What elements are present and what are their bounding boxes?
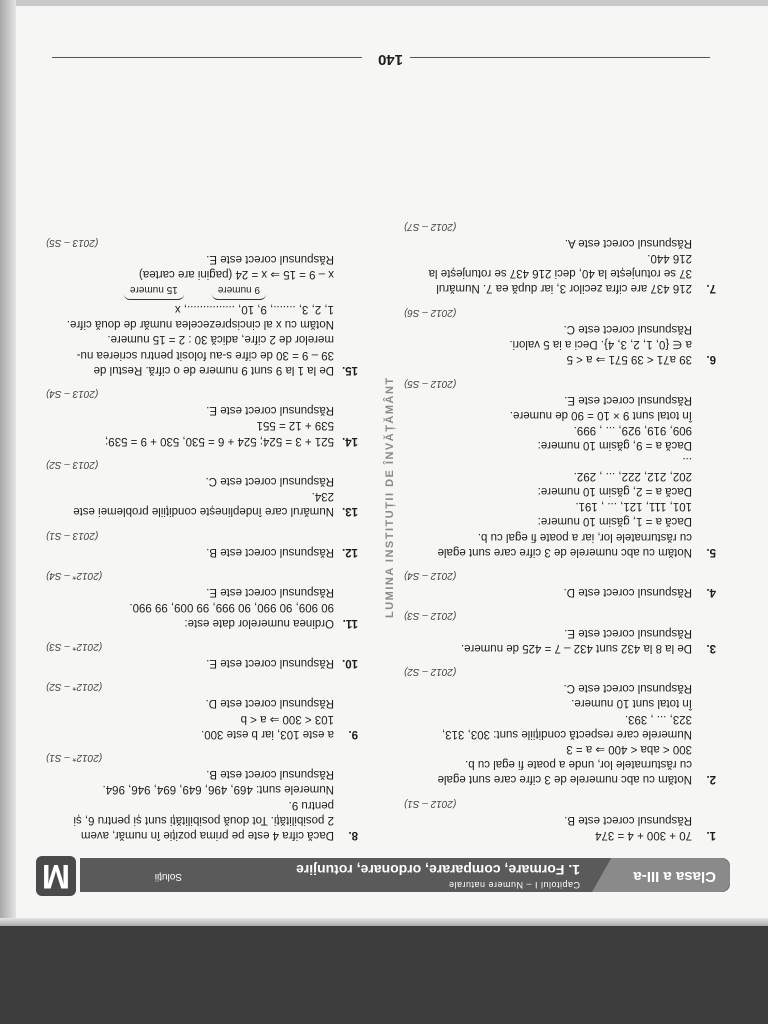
solution-line: 103 < 300 ⇒ a < b bbox=[240, 712, 334, 725]
solution-line: Dacă a = 9, găsim 10 numere: bbox=[537, 439, 692, 452]
solution-line: Numerele care respectă condițiile sunt: 303, 313, bbox=[442, 727, 692, 740]
book-page bbox=[30, 28, 730, 898]
solution-line: Răspunsul corect este D. bbox=[205, 697, 334, 710]
solution-line: De la 1 la 9 sunt 9 numere de o cifră. Restul de bbox=[93, 363, 334, 376]
item-number: 11. bbox=[342, 616, 358, 629]
item-number: 1. bbox=[706, 829, 716, 841]
solution-item bbox=[46, 457, 358, 519]
solution-line: Răspunsul corect este E. bbox=[206, 586, 334, 599]
solution-line: Răspunsul corect este C. bbox=[563, 682, 692, 695]
item-number: 8. bbox=[348, 829, 358, 841]
solution-line: Răspunsul corect este C. bbox=[205, 474, 334, 487]
solution-item bbox=[404, 218, 716, 295]
item-number: 14. bbox=[342, 434, 358, 447]
solution-line: 323, ... , 393. bbox=[624, 712, 692, 725]
solution-line: Răspunsul corect este C. bbox=[563, 322, 692, 335]
right-column bbox=[46, 226, 358, 842]
solution-line: Numerele sunt: 469, 496, 649, 694, 946, 964. bbox=[102, 783, 334, 796]
solution-item bbox=[404, 568, 716, 599]
solution-line: merelor de 2 cifre, adică 30 : 2 = 15 numere. bbox=[107, 333, 334, 346]
source-reference: (2012 – S5) bbox=[404, 377, 457, 389]
source-reference: (2013 – S5) bbox=[46, 237, 99, 249]
solution-line: cu răsturnatele lor, iar a poate fi egal cu b. bbox=[477, 530, 692, 543]
solution-line: Răspunsul corect este A. bbox=[564, 236, 692, 249]
source-reference: (2013 – S2) bbox=[46, 458, 99, 470]
solution-line: Ordinea numerelor date este: bbox=[184, 616, 334, 629]
source-reference: (2012 – S1) bbox=[404, 797, 457, 809]
source-reference: (2012 – S4) bbox=[404, 569, 457, 581]
source-reference: (2012* – S3) bbox=[46, 640, 103, 652]
source-reference: (2013 – S4) bbox=[46, 387, 99, 399]
side-watermark-title: LUMINA INSTITUȚII DE ÎNVĂȚĂMÂNT bbox=[384, 376, 396, 618]
item-number: 3. bbox=[706, 641, 716, 654]
footer-rule-left bbox=[410, 57, 710, 58]
solution-line: Notăm cu abc numerele de 3 cifre care sunt egale bbox=[437, 545, 692, 558]
solution-line: Răspunsul corect este B. bbox=[206, 768, 334, 781]
item-number: 7. bbox=[706, 282, 716, 295]
solution-line: Notăm cu x al cincisprezecelea număr de două cifre. bbox=[66, 318, 334, 331]
source-reference: (2012* – S2) bbox=[46, 681, 103, 693]
brace-label: 15 numere bbox=[124, 282, 184, 300]
source-reference: (2013 – S1) bbox=[46, 529, 99, 541]
solution-line: 909, 919, 929, ... , 999. bbox=[573, 424, 692, 437]
scan-top-edge bbox=[0, 0, 768, 6]
solution-item bbox=[46, 527, 358, 558]
grade-label: Clasa a III-a bbox=[633, 868, 716, 885]
lesson-title: 1. Formare, comparare, ordonare, rotunjire bbox=[296, 862, 580, 878]
source-reference: (2012 – S6) bbox=[404, 306, 457, 318]
solution-item bbox=[46, 750, 358, 842]
item-number: 9. bbox=[348, 727, 358, 740]
solution-line: Răspunsul corect este D. bbox=[563, 586, 692, 599]
solution-line: 216 440. bbox=[647, 252, 692, 265]
solution-line: Răspunsul corect este B. bbox=[564, 813, 692, 826]
solution-line: Dacă a = 1, găsim 10 numere: bbox=[537, 515, 692, 528]
source-reference: (2012 – S3) bbox=[404, 610, 457, 622]
solution-line: Dacă a = 2, găsim 10 numere: bbox=[537, 484, 692, 497]
item-number: 12. bbox=[342, 545, 358, 558]
solution-line: 300 < aba < 400 ⇒ a = 3 bbox=[566, 742, 692, 755]
left-column bbox=[404, 209, 716, 842]
solution-line: 202, 212, 222, ... , 292. bbox=[573, 469, 692, 482]
solution-item bbox=[46, 386, 358, 448]
solution-line: Dacă cifra 4 este pe prima poziție în număr, avem bbox=[80, 829, 334, 841]
source-reference: (2012 – S2) bbox=[404, 665, 457, 677]
item-number: 15. bbox=[342, 363, 358, 376]
solution-line: Răspunsul corect este E. bbox=[564, 393, 692, 406]
solution-item bbox=[404, 608, 716, 655]
solution-line: Răspunsul corect este E. bbox=[206, 253, 334, 266]
solution-line: 234. bbox=[311, 490, 334, 503]
brace-label: 9 numere bbox=[212, 282, 266, 300]
solution-item bbox=[46, 679, 358, 741]
solution-line: 2 posibilități. Tot două posibilități sunt și pentru 6, și bbox=[73, 813, 334, 826]
solution-line: Numărul care îndeplinește condițiile problemei este bbox=[73, 505, 334, 518]
solution-line: Răspunsul corect este B. bbox=[206, 545, 334, 558]
solution-item bbox=[46, 568, 358, 630]
item-number: 13. bbox=[342, 505, 358, 518]
source-reference: (2012* – S1) bbox=[46, 751, 103, 763]
solution-line: cu răsturnatele lor, unde a poate fi egal cu b. bbox=[465, 758, 692, 771]
item-number: 4. bbox=[706, 586, 716, 599]
solution-line: 90 909, 90 990, 90 999, 99 009, 99 990. bbox=[129, 601, 334, 614]
solution-line: Răspunsul corect este E. bbox=[206, 404, 334, 417]
solution-line: 216 437 are cifra zecilor 3, iar după ea 7. Numărul bbox=[436, 282, 692, 295]
solution-line: În total sunt 9 × 10 = 90 de numere. bbox=[509, 408, 692, 421]
solution-line: a este 103, iar b este 300. bbox=[201, 727, 334, 740]
brace-annotations bbox=[46, 282, 334, 300]
solution-line: În total sunt 10 numere. bbox=[571, 697, 692, 710]
solution-line: Răspunsul corect este E. bbox=[564, 626, 692, 639]
solution-line: 539 + 12 = 551 bbox=[256, 419, 334, 432]
solution-line: 37 se rotunjește la 40, deci 216 437 se rotunjește la bbox=[428, 267, 692, 280]
solution-line: 70 + 300 + 4 = 374 bbox=[595, 829, 692, 841]
item-number: 5. bbox=[706, 545, 716, 558]
solution-line: pentru 9. bbox=[288, 798, 334, 811]
solution-item bbox=[404, 664, 716, 787]
solution-item bbox=[46, 639, 358, 670]
footer-rule-right bbox=[52, 57, 362, 58]
source-reference: (2012* – S4) bbox=[46, 569, 103, 581]
solution-line: ... bbox=[682, 454, 692, 467]
item-number: 2. bbox=[706, 773, 716, 786]
solution-line: 521 + 3 = 524; 524 + 6 = 530, 530 + 9 = 539; bbox=[105, 434, 334, 447]
page-number: 140 bbox=[377, 51, 403, 68]
publisher-logo: M bbox=[36, 856, 76, 896]
solution-item bbox=[404, 795, 716, 842]
scan-left-shadow bbox=[0, 0, 16, 930]
solution-line: 39 – 9 = 30 de cifre s-au folosit pentru scrierea nu- bbox=[76, 348, 334, 361]
scanner-background bbox=[0, 926, 768, 1024]
source-reference: (2012 – S7) bbox=[404, 220, 457, 232]
solution-line: a ∈ {0, 1, 2, 3, 4}. Deci a ia 5 valori. bbox=[509, 338, 692, 351]
solution-line: 101, 111, 121, ... , 191. bbox=[575, 500, 692, 513]
solution-line: 1, 2, 3, ......., 9, 10, ..............., x bbox=[174, 302, 334, 315]
solution-item bbox=[404, 305, 716, 367]
item-number: 10. bbox=[342, 656, 358, 669]
solution-item bbox=[404, 375, 716, 558]
solution-line: 39 a71 < 39 571 ⇒ a < 5 bbox=[566, 353, 692, 366]
solution-item bbox=[46, 235, 358, 377]
item-number: 6. bbox=[706, 353, 716, 366]
solution-line: Răspunsul corect este E. bbox=[206, 656, 334, 669]
chapter-label: Capitolul I – Numere naturale bbox=[448, 880, 580, 890]
solution-line: x – 9 = 15 ⇒ x = 24 (pagini are cartea) bbox=[138, 268, 334, 281]
section-label: Soluții bbox=[154, 871, 182, 882]
page-header bbox=[30, 854, 730, 898]
solution-line: Notăm cu abc numerele de 3 cifre care sunt egale bbox=[437, 773, 692, 786]
solution-line: De la 8 la 432 sunt 432 – 7 = 425 de numere. bbox=[460, 641, 692, 654]
